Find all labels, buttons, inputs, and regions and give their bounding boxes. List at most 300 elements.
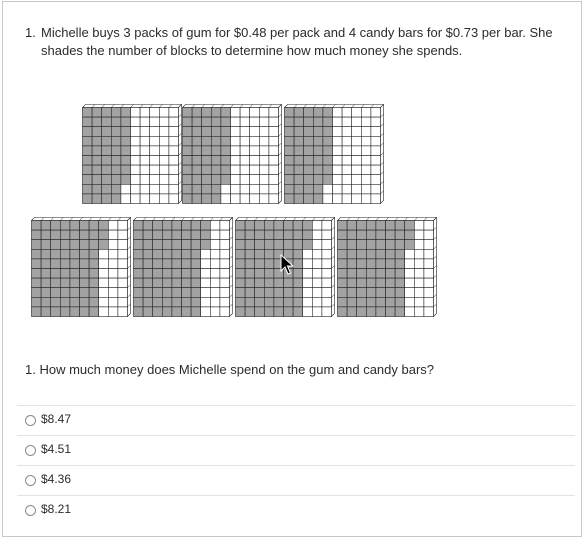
shaded-cell (143, 278, 153, 288)
empty-cell (99, 288, 109, 298)
answer-option-3[interactable] (17, 465, 575, 495)
shaded-cell (153, 230, 163, 240)
shaded-cell (32, 278, 42, 288)
empty-cell (108, 269, 118, 279)
empty-cell (405, 297, 415, 307)
empty-cell (322, 221, 332, 231)
shaded-cell (313, 146, 323, 156)
empty-cell (118, 230, 128, 240)
empty-cell (303, 249, 313, 259)
shaded-cell (60, 230, 70, 240)
shaded-cell (386, 259, 396, 269)
shaded-cell (51, 230, 61, 240)
empty-cell (240, 165, 250, 175)
shaded-cell (357, 269, 367, 279)
empty-cell (361, 136, 371, 146)
empty-cell (131, 156, 141, 166)
shaded-cell (41, 269, 51, 279)
radio-button-icon[interactable] (25, 505, 36, 516)
empty-cell (250, 127, 260, 137)
shaded-cell (376, 249, 386, 259)
empty-cell (414, 249, 424, 259)
shaded-cell (264, 240, 274, 250)
answer-option-label: $8.21 (41, 502, 72, 516)
shaded-cell (102, 146, 112, 156)
shaded-cell (284, 288, 294, 298)
shaded-cell (245, 269, 255, 279)
shaded-cell (92, 184, 102, 194)
shaded-cell (80, 278, 90, 288)
shaded-cell (313, 165, 323, 175)
shaded-cell (338, 278, 348, 288)
empty-cell (371, 175, 381, 185)
shaded-cell (376, 221, 386, 231)
shaded-cell (134, 240, 144, 250)
shaded-cell (162, 278, 172, 288)
empty-cell (108, 259, 118, 269)
shaded-cell (347, 230, 357, 240)
shaded-cell (92, 175, 102, 185)
shaded-cell (274, 288, 284, 298)
empty-cell (322, 249, 332, 259)
empty-cell (131, 108, 141, 118)
empty-cell (201, 259, 211, 269)
empty-cell (361, 146, 371, 156)
empty-cell (231, 165, 241, 175)
shaded-cell (211, 146, 221, 156)
shaded-cell (255, 269, 265, 279)
empty-cell (424, 269, 434, 279)
shaded-cell (143, 307, 153, 317)
empty-cell (333, 184, 343, 194)
empty-cell (108, 240, 118, 250)
shaded-cell (202, 156, 212, 166)
shaded-cell (162, 221, 172, 231)
shaded-cell (134, 307, 144, 317)
empty-cell (140, 117, 150, 127)
shaded-cell (255, 297, 265, 307)
shaded-cell (376, 269, 386, 279)
empty-cell (371, 165, 381, 175)
shaded-cell (338, 221, 348, 231)
shaded-cell (172, 269, 182, 279)
shaded-cell (236, 297, 246, 307)
shaded-cell (51, 297, 61, 307)
shaded-cell (143, 269, 153, 279)
empty-cell (210, 288, 220, 298)
empty-cell (169, 165, 179, 175)
shaded-cell (191, 259, 201, 269)
empty-cell (352, 175, 362, 185)
shaded-cell (313, 108, 323, 118)
gum-block-1 (82, 104, 182, 204)
empty-cell (312, 221, 322, 231)
shaded-cell (264, 307, 274, 317)
shaded-cell (134, 221, 144, 231)
shaded-cell (191, 230, 201, 240)
shaded-cell (236, 230, 246, 240)
empty-cell (131, 194, 141, 204)
empty-cell (210, 307, 220, 317)
shaded-cell (92, 194, 102, 204)
empty-cell (159, 108, 169, 118)
empty-cell (405, 249, 415, 259)
empty-cell (159, 117, 169, 127)
shaded-cell (121, 165, 131, 175)
shaded-cell (304, 165, 314, 175)
shaded-cell (92, 165, 102, 175)
shaded-cell (303, 221, 313, 231)
empty-cell (312, 230, 322, 240)
empty-cell (303, 259, 313, 269)
shaded-cell (376, 297, 386, 307)
empty-cell (352, 156, 362, 166)
shaded-cell (245, 221, 255, 231)
empty-cell (240, 146, 250, 156)
shaded-cell (395, 278, 405, 288)
empty-cell (118, 307, 128, 317)
shaded-cell (89, 240, 99, 250)
shaded-cell (264, 259, 274, 269)
shaded-cell (32, 269, 42, 279)
empty-cell (210, 230, 220, 240)
shaded-cell (304, 184, 314, 194)
shaded-cell (162, 240, 172, 250)
shaded-cell (60, 269, 70, 279)
empty-cell (231, 117, 241, 127)
shaded-cell (313, 117, 323, 127)
empty-cell (220, 269, 230, 279)
empty-cell (221, 184, 231, 194)
empty-cell (269, 146, 279, 156)
shaded-cell (182, 269, 192, 279)
empty-cell (231, 194, 241, 204)
shaded-cell (89, 278, 99, 288)
empty-cell (333, 117, 343, 127)
shaded-cell (357, 307, 367, 317)
shaded-cell (182, 307, 192, 317)
shaded-cell (357, 278, 367, 288)
shaded-cell (51, 249, 61, 259)
shaded-cell (236, 240, 246, 250)
shaded-cell (347, 278, 357, 288)
empty-cell (240, 117, 250, 127)
shaded-cell (192, 156, 202, 166)
shaded-cell (60, 307, 70, 317)
shaded-cell (80, 269, 90, 279)
answer-option-1[interactable] (17, 405, 575, 435)
empty-cell (414, 269, 424, 279)
empty-cell (201, 297, 211, 307)
shaded-cell (99, 230, 109, 240)
shaded-cell (366, 240, 376, 250)
shaded-cell (386, 288, 396, 298)
empty-cell (118, 221, 128, 231)
shaded-cell (92, 146, 102, 156)
hundred-block-grid (182, 104, 282, 204)
empty-cell (169, 108, 179, 118)
shaded-cell (347, 297, 357, 307)
empty-cell (140, 156, 150, 166)
empty-cell (121, 184, 131, 194)
shaded-cell (192, 127, 202, 137)
shaded-cell (162, 230, 172, 240)
shaded-cell (182, 278, 192, 288)
shaded-cell (92, 156, 102, 166)
shaded-cell (102, 136, 112, 146)
shaded-cell (285, 184, 295, 194)
shaded-cell (134, 269, 144, 279)
shaded-cell (221, 117, 231, 127)
shaded-cell (285, 117, 295, 127)
empty-cell (312, 307, 322, 317)
shaded-cell (183, 175, 193, 185)
shaded-cell (134, 288, 144, 298)
shaded-cell (143, 297, 153, 307)
empty-cell (333, 146, 343, 156)
empty-cell (150, 184, 160, 194)
shaded-cell (121, 156, 131, 166)
shaded-cell (89, 249, 99, 259)
empty-cell (240, 108, 250, 118)
shaded-cell (41, 307, 51, 317)
shaded-cell (153, 278, 163, 288)
empty-cell (322, 259, 332, 269)
shaded-cell (183, 136, 193, 146)
empty-cell (414, 278, 424, 288)
shaded-cell (202, 127, 212, 137)
empty-cell (159, 156, 169, 166)
empty-cell (201, 249, 211, 259)
empty-cell (220, 297, 230, 307)
empty-cell (250, 108, 260, 118)
shaded-cell (182, 259, 192, 269)
shaded-cell (255, 307, 265, 317)
shaded-cell (211, 165, 221, 175)
empty-cell (361, 175, 371, 185)
shaded-cell (366, 278, 376, 288)
empty-cell (140, 175, 150, 185)
shaded-cell (162, 297, 172, 307)
shaded-cell (304, 127, 314, 137)
shaded-cell (202, 117, 212, 127)
shaded-cell (182, 240, 192, 250)
shaded-cell (357, 240, 367, 250)
empty-cell (118, 297, 128, 307)
shaded-cell (294, 156, 304, 166)
shaded-cell (303, 240, 313, 250)
shaded-cell (304, 156, 314, 166)
empty-cell (342, 108, 352, 118)
empty-cell (352, 136, 362, 146)
empty-cell (231, 146, 241, 156)
shaded-cell (162, 307, 172, 317)
shaded-cell (70, 288, 80, 298)
empty-cell (414, 297, 424, 307)
sub-question (25, 362, 434, 377)
shaded-cell (284, 297, 294, 307)
shaded-cell (183, 194, 193, 204)
radio-button-icon[interactable] (25, 475, 36, 486)
shaded-cell (264, 288, 274, 298)
shaded-cell (172, 307, 182, 317)
question-number: 1. (25, 25, 36, 40)
empty-cell (210, 259, 220, 269)
shaded-cell (221, 175, 231, 185)
shaded-cell (70, 259, 80, 269)
shaded-cell (102, 117, 112, 127)
empty-cell (371, 194, 381, 204)
empty-cell (259, 117, 269, 127)
empty-cell (342, 184, 352, 194)
shaded-cell (285, 156, 295, 166)
empty-cell (342, 156, 352, 166)
shaded-cell (153, 307, 163, 317)
shaded-cell (41, 221, 51, 231)
answer-option-2[interactable] (17, 435, 575, 465)
shaded-cell (274, 221, 284, 231)
empty-cell (322, 307, 332, 317)
empty-cell (201, 288, 211, 298)
shaded-cell (60, 288, 70, 298)
shaded-cell (41, 230, 51, 240)
shaded-cell (366, 307, 376, 317)
shaded-cell (80, 307, 90, 317)
empty-cell (159, 136, 169, 146)
shaded-cell (236, 259, 246, 269)
empty-cell (140, 136, 150, 146)
empty-cell (231, 127, 241, 137)
shaded-cell (366, 230, 376, 240)
empty-cell (220, 230, 230, 240)
shaded-cell (285, 146, 295, 156)
empty-cell (259, 156, 269, 166)
shaded-cell (111, 108, 121, 118)
arrow-cursor-icon (280, 254, 294, 281)
shaded-cell (405, 230, 415, 240)
shaded-cell (191, 249, 201, 259)
empty-cell (118, 249, 128, 259)
shaded-cell (304, 136, 314, 146)
shaded-cell (153, 240, 163, 250)
shaded-cell (191, 288, 201, 298)
shaded-cell (80, 240, 90, 250)
shaded-cell (83, 108, 93, 118)
radio-button-icon[interactable] (25, 445, 36, 456)
empty-cell (259, 127, 269, 137)
empty-cell (220, 221, 230, 231)
empty-cell (269, 127, 279, 137)
empty-cell (312, 269, 322, 279)
empty-cell (352, 117, 362, 127)
shaded-cell (83, 184, 93, 194)
radio-button-icon[interactable] (25, 415, 36, 426)
shaded-cell (89, 259, 99, 269)
shaded-cell (183, 184, 193, 194)
shaded-cell (313, 184, 323, 194)
hundred-blocks-model (3, 2, 586, 332)
shaded-cell (294, 194, 304, 204)
shaded-cell (304, 194, 314, 204)
empty-cell (99, 249, 109, 259)
shaded-cell (376, 278, 386, 288)
shaded-cell (83, 175, 93, 185)
shaded-cell (323, 117, 333, 127)
shaded-cell (80, 221, 90, 231)
shaded-cell (41, 297, 51, 307)
empty-cell (312, 288, 322, 298)
empty-cell (250, 117, 260, 127)
shaded-cell (192, 146, 202, 156)
shaded-cell (70, 249, 80, 259)
shaded-cell (245, 288, 255, 298)
shaded-cell (323, 156, 333, 166)
answer-option-label: $4.51 (41, 442, 72, 456)
shaded-cell (221, 136, 231, 146)
empty-cell (150, 117, 160, 127)
answer-option-4[interactable] (17, 495, 575, 525)
shaded-cell (245, 297, 255, 307)
empty-cell (269, 108, 279, 118)
shaded-cell (51, 240, 61, 250)
shaded-cell (191, 278, 201, 288)
empty-cell (99, 278, 109, 288)
shaded-cell (111, 156, 121, 166)
shaded-cell (192, 117, 202, 127)
gum-block-2 (182, 104, 282, 204)
shaded-cell (121, 127, 131, 137)
shaded-cell (386, 278, 396, 288)
empty-cell (150, 156, 160, 166)
empty-cell (131, 146, 141, 156)
shaded-cell (102, 194, 112, 204)
shaded-cell (323, 108, 333, 118)
empty-cell (333, 108, 343, 118)
empty-cell (140, 165, 150, 175)
empty-cell (405, 307, 415, 317)
empty-cell (303, 307, 313, 317)
empty-cell (169, 156, 179, 166)
empty-cell (99, 269, 109, 279)
shaded-cell (405, 221, 415, 231)
empty-cell (269, 117, 279, 127)
shaded-cell (182, 221, 192, 231)
shaded-cell (162, 269, 172, 279)
shaded-cell (60, 249, 70, 259)
shaded-cell (255, 221, 265, 231)
shaded-cell (313, 194, 323, 204)
shaded-cell (245, 259, 255, 269)
sub-question-number: 1. (25, 362, 36, 377)
shaded-cell (41, 259, 51, 269)
empty-cell (259, 175, 269, 185)
empty-cell (210, 240, 220, 250)
shaded-cell (323, 175, 333, 185)
empty-cell (159, 146, 169, 156)
shaded-cell (80, 230, 90, 240)
shaded-cell (80, 249, 90, 259)
shaded-cell (347, 240, 357, 250)
shaded-cell (323, 146, 333, 156)
shaded-cell (60, 297, 70, 307)
empty-cell (210, 221, 220, 231)
empty-cell (240, 184, 250, 194)
empty-cell (231, 156, 241, 166)
shaded-cell (245, 230, 255, 240)
empty-cell (250, 184, 260, 194)
shaded-cell (211, 127, 221, 137)
shaded-cell (32, 297, 42, 307)
